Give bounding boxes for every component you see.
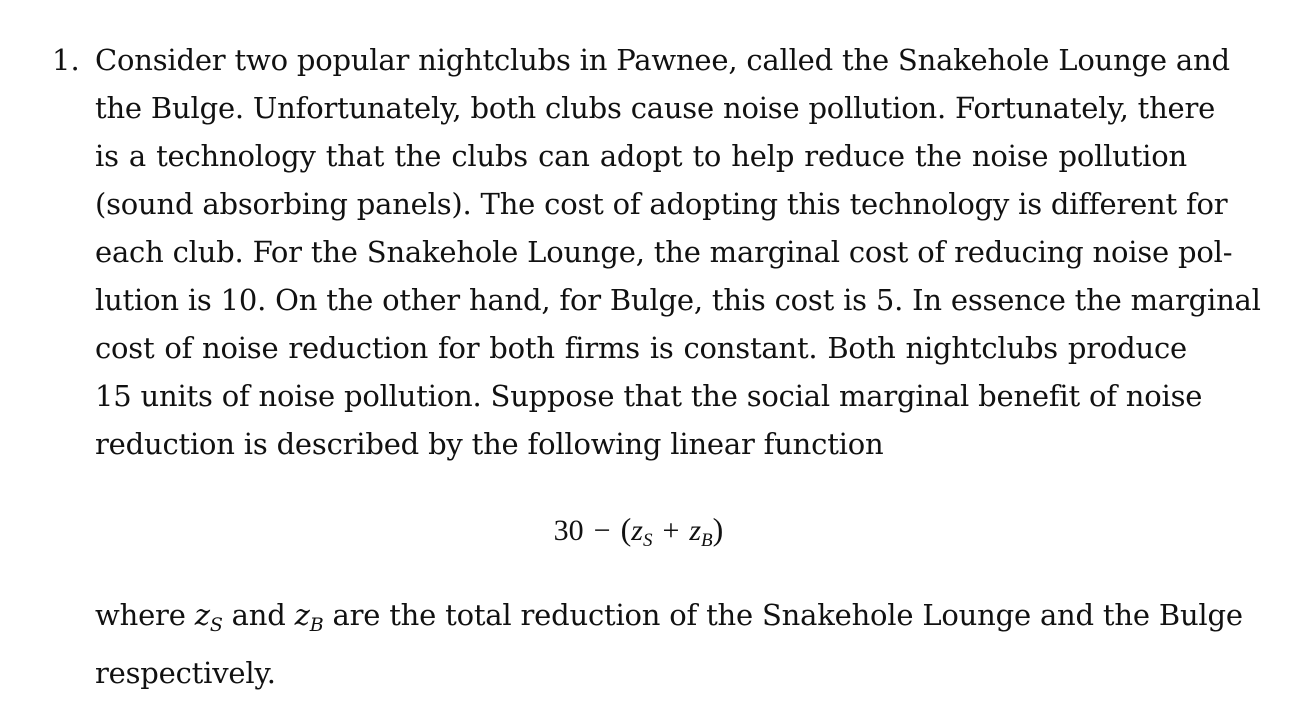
statement-line-3: is a technology that the clubs can adopt to help reduce the noise pollution <box>95 139 1187 173</box>
statement-line-6: lution is 10. On the other hand, for Bulge, this cost is 5. In essence the marginal <box>95 283 1261 317</box>
statement-line-4: (sound absorbing panels). The cost of adopting this technology is different for <box>95 187 1228 221</box>
problem-statement <box>95 36 1261 468</box>
statement-line-1: Consider two popular nightclubs in Pawnee, called the Snakehole Lounge and <box>95 43 1230 77</box>
definition-text-start: where <box>95 598 195 632</box>
statement-line-9: reduction is described by the following linear function <box>95 427 884 461</box>
statement-line-8: 15 units of noise pollution. Suppose that the social marginal benefit of noise <box>95 379 1203 413</box>
statement-line-5: each club. For the Snakehole Lounge, the marginal cost of reducing noise pol- <box>95 235 1233 269</box>
equation-minus: − <box>593 514 611 547</box>
definition-text-mid: and <box>222 598 295 632</box>
variable-definition <box>95 591 1243 697</box>
definition-line-2: respectively. <box>95 656 276 690</box>
definition-sub-s: S <box>209 614 223 636</box>
problem-number: 1. <box>52 43 80 77</box>
definition-var-z: z <box>194 598 210 632</box>
equation-plus: + <box>662 514 680 547</box>
equation-close-paren: ) <box>712 511 724 547</box>
statement-line-2: the Bulge. Unfortunately, both clubs cause noise pollution. Fortunately, there <box>95 91 1216 125</box>
definition-sub-b: B <box>309 614 324 636</box>
definition-line-1 <box>95 591 1243 649</box>
equation-sub-b: B <box>701 530 713 551</box>
equation-var-z-2: z <box>689 514 702 547</box>
definition-text-end: are the total reduction of the Snakehole Lounge and the Bulge <box>323 598 1243 632</box>
definition-var-z-2: z <box>294 598 310 632</box>
equation-constant: 30 <box>553 514 584 547</box>
marginal-benefit-equation <box>0 505 1277 565</box>
equation-sub-s: S <box>642 530 653 551</box>
statement-line-7: cost of noise reduction for both firms is constant. Both nightclubs produce <box>95 331 1187 365</box>
equation-var-z: z <box>631 514 643 547</box>
equation-open-paren: ( <box>620 511 632 547</box>
